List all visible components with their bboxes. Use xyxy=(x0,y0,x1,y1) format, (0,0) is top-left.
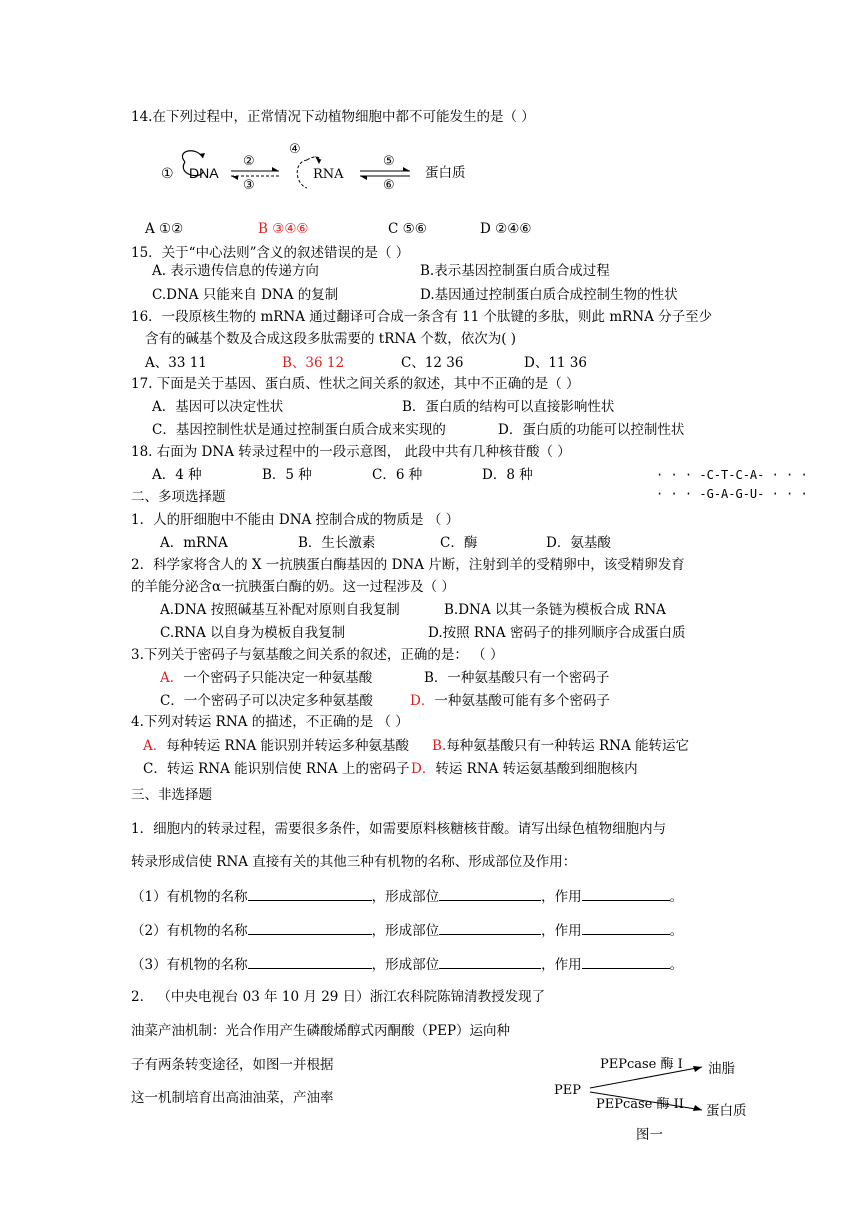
q17-option-c: C．基因控制性状是通过控制蛋白质合成来实现的 xyxy=(152,422,446,438)
n2-line-1: 2． （中央电视台 03 年 10 月 29 日）浙江农科院陈锦清教授发现了 xyxy=(131,989,546,1005)
m3-option-c: C．一个密码子可以决定多种氨基酸 xyxy=(160,693,373,709)
m4-option-b-text: 每种氨基酸只有一种转运 RNA 能转运它 xyxy=(446,738,690,754)
m3-option-a-letter: A． xyxy=(160,670,184,686)
dna-strand-top: · · · -C-T-C-A- · · · xyxy=(656,468,808,482)
n1-stem-1: 1．细胞内的转录过程，需要很多条件，如需要原料核糖核苷酸。请写出绿色植物细胞内与 xyxy=(131,821,667,837)
m3-option-d-letter: D． xyxy=(410,693,435,709)
row-2-role-blank[interactable] xyxy=(582,920,670,935)
m4-option-d-letter: D． xyxy=(411,761,436,777)
q18-option-b: B．5 种 xyxy=(262,467,312,483)
central-dogma-diagram xyxy=(155,140,485,200)
q15-option-a: A. 表示遗传信息的传递方向 xyxy=(152,263,319,279)
q18-option-d: D．8 种 xyxy=(482,467,533,483)
m2-stem-2: 的羊能分泌含α一抗胰蛋白酶的奶。这一过程涉及（ ） xyxy=(131,579,455,595)
m4-stem: 4.下列对转运 RNA 的描述，不正确的是 （ ） xyxy=(131,714,409,730)
n1-answer-row-1 xyxy=(131,886,683,906)
n1-answer-row-3 xyxy=(131,954,683,974)
label-3: ③ xyxy=(243,177,255,192)
label-2: ② xyxy=(243,153,255,168)
row-2-stop: 。 xyxy=(669,923,684,939)
q18-stem: 18. 右面为 DNA 转录过程中的一段示意图， 此段中共有几种核苷酸（ ） xyxy=(131,444,571,460)
q18-option-a: A．4 种 xyxy=(152,467,202,483)
m2-stem-1: 2．科学家将含人的 X 一抗胰蛋白酶基因的 DNA 片断，注射到羊的受精卵中，该受精卵发育 xyxy=(131,557,685,573)
q16-stem-1: 16．一段原核生物的 mRNA 通过翻译可合成一条含有 11 个肽键的多肽，则此 mRNA 分子至少 xyxy=(131,309,713,325)
m1-option-d: D．氨基酸 xyxy=(546,535,611,551)
q17-option-b: B．蛋白质的结构可以直接影响性状 xyxy=(402,399,615,415)
label-4: ④ xyxy=(289,141,301,156)
row-1-role-label: ，作用 xyxy=(541,889,582,905)
q15-option-d: D.基因通过控制蛋白质合成控制生物的性状 xyxy=(420,287,678,303)
label-5: ⑤ xyxy=(383,153,395,168)
m4-option-c: C．转运 RNA 能识别信使 RNA 上的密码子 xyxy=(143,761,410,777)
rna-strand-bottom: · · · -G-A-G-U- · · · xyxy=(656,487,808,501)
row-2-site-label: ，形成部位 xyxy=(371,923,440,939)
row-1-site-blank[interactable] xyxy=(439,886,541,901)
row-3-name-blank[interactable] xyxy=(248,954,372,969)
row-2-role-label: ，作用 xyxy=(541,923,582,939)
pep-pathway-figure xyxy=(552,1050,792,1150)
m4-option-b xyxy=(432,737,689,755)
q15-option-b: B.表示基因控制蛋白质合成过程 xyxy=(420,263,610,279)
m4-option-d xyxy=(411,760,638,778)
row-3-stop: 。 xyxy=(669,957,684,973)
m4-option-a xyxy=(143,737,409,755)
figure-caption: 图一 xyxy=(636,1127,663,1143)
section-3-title: 三、非选择题 xyxy=(131,787,212,803)
q16-option-d: D、11 36 xyxy=(524,355,587,371)
row-1-name-blank[interactable] xyxy=(248,886,372,901)
n2-line-4: 这一机制培育出高油油菜，产油率 xyxy=(131,1090,334,1106)
row-3-role-label: ，作用 xyxy=(541,957,582,973)
row-2-name-label: （2）有机物的名称 xyxy=(131,923,248,939)
enzyme-1-label: PEPcase 酶 I xyxy=(600,1057,683,1072)
m3-option-d xyxy=(410,692,610,710)
row-3-site-label: ，形成部位 xyxy=(371,957,440,973)
m1-option-c: C．酶 xyxy=(440,535,478,551)
row-1-stop: 。 xyxy=(669,889,684,905)
m1-option-a: A．mRNA xyxy=(160,535,228,551)
m3-option-a-text: 一个密码子只能决定一种氨基酸 xyxy=(183,670,373,686)
q17-option-d: D．蛋白质的功能可以控制性状 xyxy=(498,422,685,438)
q16-option-a: A、33 11 xyxy=(145,355,207,371)
m4-option-a-letter: A． xyxy=(143,738,167,754)
label-6: ⑥ xyxy=(383,177,395,192)
m2-option-a: A.DNA 按照碱基互补配对原则自我复制 xyxy=(160,602,400,618)
m3-option-b: B．一种氨基酸只有一个密码子 xyxy=(424,670,610,686)
q15-option-c: C.DNA 只能来自 DNA 的复制 xyxy=(152,287,339,303)
label-rna: RNA xyxy=(313,167,344,182)
pep-label: PEP xyxy=(554,1083,581,1098)
row-3-site-blank[interactable] xyxy=(439,954,541,969)
m4-option-d-text: 转运 RNA 转运氨基酸到细胞核内 xyxy=(435,761,638,777)
n2-line-3: 子有两条转变途径，如图一并根据 xyxy=(131,1057,334,1073)
q16-stem-2: 含有的碱基个数及合成这段多肽需要的 tRNA 个数，依次为( ) xyxy=(145,331,517,347)
row-1-role-blank[interactable] xyxy=(582,886,670,901)
q14-option-c: C ⑤⑥ xyxy=(388,221,427,237)
n1-answer-row-2 xyxy=(131,920,683,940)
n2-line-2: 油菜产油机制：光合作用产生磷酸烯醇式丙酮酸（PEP）运向种 xyxy=(131,1023,511,1039)
q14-stem: 14.在下列过程中，正常情况下动植物细胞中都不可能发生的是（ ） xyxy=(131,109,535,125)
row-1-site-label: ，形成部位 xyxy=(371,889,440,905)
label-dna: DNA xyxy=(189,165,219,181)
m4-option-b-letter: B. xyxy=(432,738,447,754)
row-3-role-blank[interactable] xyxy=(582,954,670,969)
product-oil-label: 油脂 xyxy=(708,1061,735,1077)
q14-option-a: A ①② xyxy=(145,221,184,237)
section-2-title: 二、多项选择题 xyxy=(131,489,226,505)
enzyme-2-label: PEPcase 酶 II xyxy=(596,1097,684,1112)
m3-option-d-text: 一种氨基酸可能有多个密码子 xyxy=(434,693,610,709)
m2-option-c: C.RNA 以自身为模板自我复制 xyxy=(160,625,346,641)
q17-stem: 17. 下面是关于基因、蛋白质、性状之间关系的叙述，其中不正确的是（ ） xyxy=(131,376,580,392)
m4-option-a-text: 每种转运 RNA 能识别并转运多种氨基酸 xyxy=(166,738,410,754)
row-3-name-label: （3）有机物的名称 xyxy=(131,957,248,973)
q15-stem: 15．关于“中心法则”含义的叙述错误的是（ ） xyxy=(131,245,410,261)
row-1-name-label: （1）有机物的名称 xyxy=(131,889,248,905)
m2-option-b: B.DNA 以其一条链为模板合成 RNA xyxy=(444,602,666,618)
q17-option-a: A．基因可以决定性状 xyxy=(152,399,284,415)
n1-stem-2: 转录形成信使 RNA 直接有关的其他三种有机物的名称、形成部位及作用： xyxy=(131,854,577,870)
m2-option-d: D.按照 RNA 密码子的排列顺序合成蛋白质 xyxy=(428,625,686,641)
q18-option-c: C．6 种 xyxy=(372,467,423,483)
q16-option-c: C、12 36 xyxy=(401,355,464,371)
label-protein: 蛋白质 xyxy=(425,165,466,181)
q14-option-d: D ②④⑥ xyxy=(480,221,532,237)
row-2-site-blank[interactable] xyxy=(439,920,541,935)
m3-option-a xyxy=(160,669,372,687)
m1-stem: 1．人的肝细胞中不能由 DNA 控制合成的物质是 （ ） xyxy=(131,512,460,528)
m1-option-b: B．生长激素 xyxy=(298,535,376,551)
product-protein-label: 蛋白质 xyxy=(706,1103,747,1119)
q16-option-b: B、36 12 xyxy=(282,355,345,371)
label-1: ① xyxy=(161,165,174,181)
row-2-name-blank[interactable] xyxy=(248,920,372,935)
m3-stem: 3.下列关于密码子与氨基酸之间关系的叙述，正确的是： （ ） xyxy=(131,647,504,663)
q14-option-b: B ③④⑥ xyxy=(258,221,309,237)
